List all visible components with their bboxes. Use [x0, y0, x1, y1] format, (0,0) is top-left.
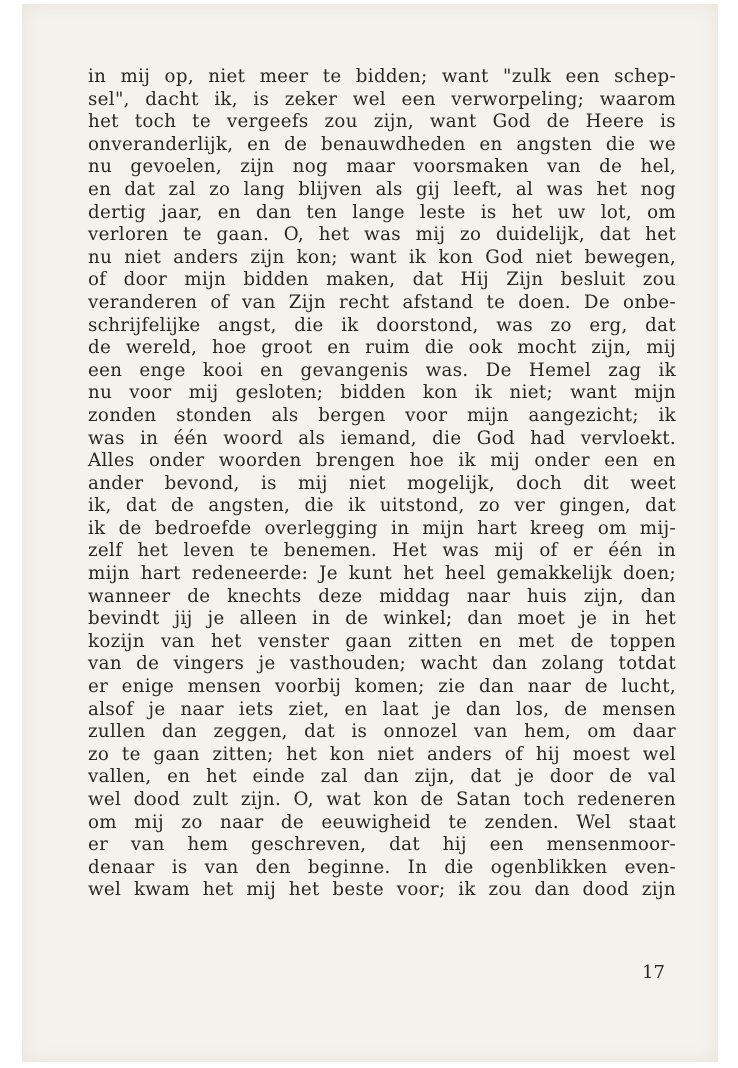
- text-line: ander bevond, is mij niet mogelijk, doch dit weet: [88, 472, 676, 494]
- text-line: zullen dan zeggen, dat is onnozel van hem, om daar: [88, 721, 676, 743]
- text-line: het toch te vergeefs zou zijn, want God de Heere is: [88, 111, 676, 133]
- text-line: bevindt jij je alleen in de winkel; dan moet je in het: [88, 608, 676, 630]
- text-line: mijn hart redeneerde: Je kunt het heel gemakkelijk doen;: [88, 563, 676, 585]
- text-line: nu voor mij gesloten; bidden kon ik niet; want mijn: [88, 382, 676, 404]
- text-line: er enige mensen voorbij komen; zie dan naar de lucht,: [88, 676, 676, 698]
- text-line: nu gevoelen, zijn nog maar voorsmaken van de hel,: [88, 156, 676, 178]
- text-line: zo te gaan zitten; het kon niet anders of hij moest wel: [88, 743, 676, 765]
- page-number: 17: [642, 962, 665, 983]
- text-line: wel kwam het mij het beste voor; ik zou dan dood zijn: [88, 879, 676, 901]
- text-line: dertig jaar, en dan ten lange leste is het uw lot, om: [88, 201, 676, 223]
- text-line: er van hem geschreven, dat hij een mensenmoor-: [88, 834, 676, 856]
- text-line: alsof je naar iets ziet, en laat je dan los, de mensen: [88, 698, 676, 720]
- text-line: nu niet anders zijn kon; want ik kon God niet bewegen,: [88, 246, 676, 268]
- book-page: [22, 4, 718, 1062]
- text-line: zelf het leven te benemen. Het was mij of er één in: [88, 540, 676, 562]
- text-line: vallen, en het einde zal dan zijn, dat je door de val: [88, 766, 676, 788]
- text-line: kozijn van het venster gaan zitten en met de toppen: [88, 630, 676, 652]
- text-line: wanneer de knechts deze middag naar huis zijn, dan: [88, 585, 676, 607]
- text-line: of door mijn bidden maken, dat Hij Zijn besluit zou: [88, 269, 676, 291]
- text-line: om mij zo naar de eeuwigheid te zenden. Wel staat: [88, 811, 676, 833]
- text-line: een enge kooi en gevangenis was. De Hemel zag ik: [88, 359, 676, 381]
- text-line: in mij op, niet meer te bidden; want "zulk een schep-: [88, 66, 676, 87]
- text-line: zonden stonden als bergen voor mijn aangezicht; ik: [88, 404, 676, 426]
- text-line: wel dood zult zijn. O, wat kon de Satan toch redeneren: [88, 789, 676, 810]
- text-line: onveranderlijk, en de benauwdheden en angsten die we: [88, 133, 676, 155]
- text-line: verloren te gaan. O, het was mij zo duidelijk, dat het: [88, 224, 676, 246]
- text-line: veranderen of van Zijn recht afstand te doen. De onbe-: [88, 291, 676, 313]
- text-line: van de vingers je vasthouden; wacht dan zolang totdat: [88, 653, 676, 675]
- text-line: en dat zal zo lang blijven als gij leeft, al was het nog: [88, 178, 676, 200]
- text-line: ik de bedroefde overlegging in mijn hart kreeg om mij-: [88, 517, 676, 539]
- text-line: sel", dacht ik, is zeker wel een verworpeling; waarom: [88, 88, 676, 110]
- text-line: ik, dat de angsten, die ik uitstond, zo ver gingen, dat: [88, 495, 676, 517]
- text-line: was in één woord als iemand, die God had vervloekt.: [88, 427, 676, 449]
- text-line: Alles onder woorden brengen hoe ik mij onder een en: [88, 450, 676, 472]
- text-line: schrijfelijke angst, die ik doorstond, was zo erg, dat: [88, 314, 676, 336]
- text-line: denaar is van den beginne. In die ogenblikken even-: [88, 856, 676, 878]
- body-text: [88, 66, 676, 902]
- text-line: de wereld, hoe groot en ruim die ook mocht zijn, mij: [88, 337, 676, 359]
